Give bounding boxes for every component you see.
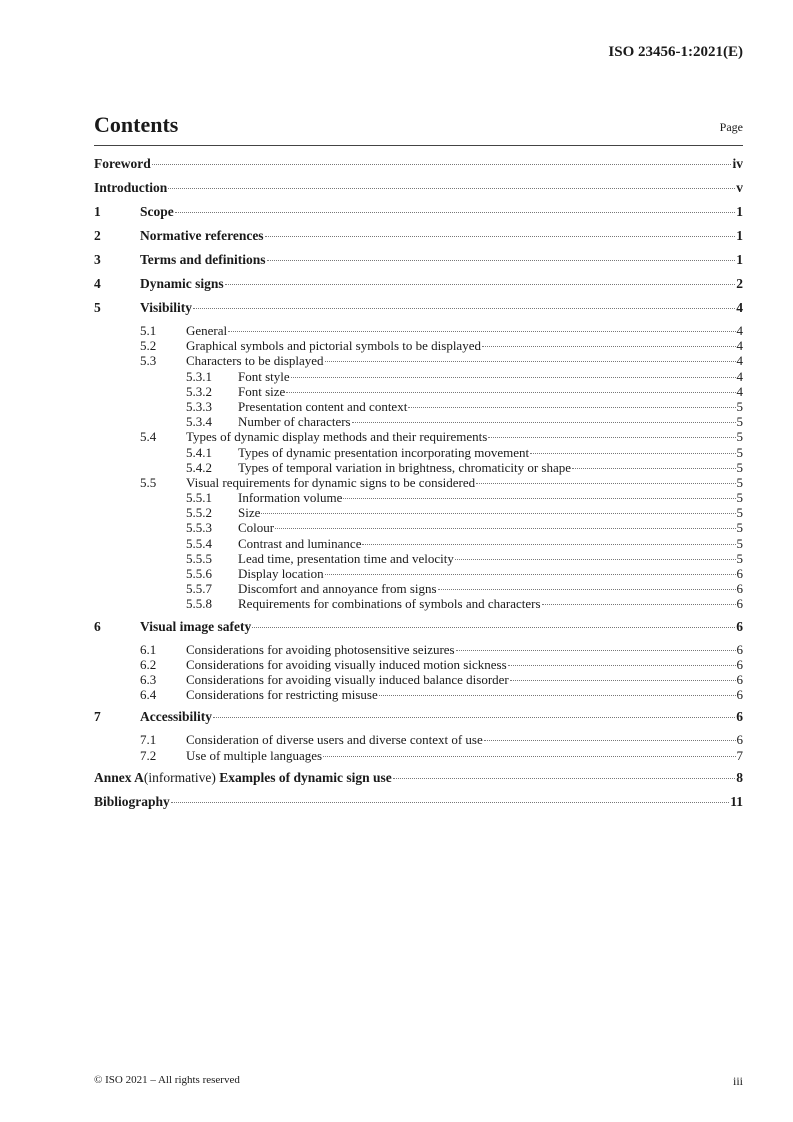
toc-entry-page: v bbox=[736, 180, 743, 195]
toc-entry[interactable] bbox=[94, 505, 743, 520]
copyright-footer: © ISO 2021 – All rights reserved bbox=[94, 1074, 240, 1086]
toc-entry-note: (informative) bbox=[143, 769, 216, 785]
toc-entry[interactable] bbox=[94, 203, 743, 227]
toc-entry[interactable] bbox=[94, 445, 743, 460]
toc-entry-title: Considerations for avoiding visually induced balance disorder bbox=[186, 671, 509, 687]
toc-entry-title: Font style bbox=[238, 368, 290, 384]
toc-entry-title: Information volume bbox=[238, 490, 343, 506]
toc-entry-title: Accessibility bbox=[140, 709, 212, 725]
toc-entry-number: 5.5.7 bbox=[186, 581, 212, 597]
toc-entry[interactable] bbox=[94, 414, 743, 429]
toc-entry-title: Considerations for avoiding photosensitive seizures bbox=[186, 641, 455, 657]
dot-leader bbox=[291, 377, 736, 378]
toc-entry-page: 6 bbox=[736, 709, 743, 725]
toc-entry[interactable] bbox=[94, 551, 743, 566]
toc-entry-page: 1 bbox=[736, 252, 743, 267]
dot-leader bbox=[510, 680, 736, 681]
toc-entry-title: Presentation content and context bbox=[238, 398, 408, 414]
toc-entry[interactable] bbox=[94, 338, 743, 353]
dot-leader bbox=[379, 695, 736, 696]
toc-entry[interactable] bbox=[94, 687, 743, 702]
toc-entry-page: 8 bbox=[736, 769, 743, 785]
toc-entry-number: 5.3.3 bbox=[186, 398, 212, 414]
toc-entry-page: 6 bbox=[736, 687, 743, 703]
page-column-label: Page bbox=[719, 120, 743, 134]
toc-entry-number: 5.3.4 bbox=[186, 414, 212, 430]
toc-entry-page: 11 bbox=[730, 793, 743, 809]
toc-entry-number: 5.4 bbox=[140, 429, 157, 445]
dot-leader bbox=[275, 528, 735, 529]
toc-entry-title: Introduction bbox=[94, 180, 168, 195]
toc-entry[interactable] bbox=[94, 642, 743, 657]
dot-leader bbox=[152, 164, 732, 165]
dot-leader bbox=[362, 544, 735, 545]
dot-leader bbox=[325, 361, 736, 362]
toc-entry[interactable] bbox=[94, 227, 743, 251]
toc-entry-number: 1 bbox=[94, 204, 101, 219]
dot-leader bbox=[408, 407, 735, 408]
toc-entry-page: 5 bbox=[736, 444, 743, 460]
toc-entry[interactable] bbox=[94, 384, 743, 399]
toc-entry[interactable] bbox=[94, 275, 743, 299]
toc-entry-title: Terms and definitions bbox=[140, 252, 266, 267]
dot-leader bbox=[572, 468, 735, 469]
toc-entry-title: Graphical symbols and pictorial symbols to be displayed bbox=[186, 338, 481, 354]
dot-leader bbox=[343, 498, 735, 499]
toc-entry-title: Discomfort and annoyance from signs bbox=[238, 581, 437, 597]
toc-entry-number: 7.2 bbox=[140, 747, 157, 763]
dot-leader bbox=[325, 574, 736, 575]
page-title: Contents bbox=[94, 112, 179, 137]
toc-entry-page: 5 bbox=[736, 535, 743, 551]
dot-leader bbox=[265, 236, 736, 237]
toc-entry[interactable] bbox=[94, 460, 743, 475]
toc-entry-number: 6.1 bbox=[140, 641, 157, 657]
toc-entry-page: 2 bbox=[736, 276, 743, 291]
dot-leader bbox=[228, 331, 735, 332]
dot-leader bbox=[323, 756, 735, 757]
toc-entry-title: Contrast and luminance bbox=[238, 535, 362, 551]
toc-entry-number: 3 bbox=[94, 252, 101, 267]
toc-entry[interactable] bbox=[94, 566, 743, 581]
toc-entry-title: General bbox=[186, 323, 228, 338]
toc-entry-page: 6 bbox=[736, 596, 743, 612]
toc-entry-number: 5.4.2 bbox=[186, 459, 212, 475]
toc-entry-page: 4 bbox=[736, 353, 743, 369]
toc-entry-title: Considerations for avoiding visually induced motion sickness bbox=[186, 656, 507, 672]
toc-entry-number: 5.5.2 bbox=[186, 505, 212, 521]
toc-entry-page: 5 bbox=[736, 490, 743, 506]
toc-entry-number: 5.5.8 bbox=[186, 596, 212, 612]
toc-entry-page: 6 bbox=[736, 618, 743, 634]
toc-entry-page: 4 bbox=[736, 383, 743, 399]
toc-entry[interactable] bbox=[94, 618, 743, 642]
dot-leader bbox=[476, 483, 735, 484]
dot-leader bbox=[252, 627, 735, 628]
dot-leader bbox=[438, 589, 736, 590]
toc-entry-number: 5.2 bbox=[140, 338, 157, 354]
toc-entry[interactable] bbox=[94, 520, 743, 535]
toc-entry-page: 5 bbox=[736, 429, 743, 445]
toc-entry-title: Types of dynamic display methods and their requirements bbox=[186, 429, 488, 445]
toc-entry-number: 6.2 bbox=[140, 656, 157, 672]
dot-leader bbox=[456, 650, 736, 651]
toc-entry-title: Number of characters bbox=[238, 414, 351, 430]
toc-entry-number: 5.5.6 bbox=[186, 566, 212, 581]
document-id: ISO 23456-1:2021(E) bbox=[608, 44, 743, 60]
dot-leader bbox=[530, 453, 735, 454]
toc-entry-title: Scope bbox=[140, 204, 174, 219]
toc-entry[interactable] bbox=[94, 596, 743, 611]
toc-entry-title: Colour bbox=[238, 520, 275, 536]
toc-entry-number: 5.3.2 bbox=[186, 383, 212, 399]
toc-entry[interactable] bbox=[94, 475, 743, 490]
toc-entry-page: 1 bbox=[736, 228, 743, 243]
dot-leader bbox=[171, 802, 729, 803]
toc-entry-title: Types of dynamic presentation incorporating movement bbox=[238, 444, 530, 460]
toc-entry[interactable] bbox=[94, 353, 743, 368]
toc-entry-page: 4 bbox=[736, 338, 743, 354]
toc-entry-page: 5 bbox=[736, 414, 743, 430]
toc-entry-number: 5.5.1 bbox=[186, 490, 212, 506]
toc-entry[interactable] bbox=[94, 581, 743, 596]
toc-entry-number: 5.4.1 bbox=[186, 444, 212, 460]
toc-entry-number: 4 bbox=[94, 276, 101, 291]
toc-entry-number: 6.3 bbox=[140, 671, 157, 687]
toc-entry-page: 4 bbox=[736, 300, 743, 315]
toc-entry-page: 7 bbox=[736, 747, 743, 763]
dot-leader bbox=[168, 188, 735, 189]
toc-entry[interactable] bbox=[94, 369, 743, 384]
dot-leader bbox=[393, 778, 735, 779]
dot-leader bbox=[213, 717, 735, 718]
dot-leader bbox=[261, 513, 735, 514]
toc-entry[interactable] bbox=[94, 769, 743, 793]
toc-entry[interactable] bbox=[94, 672, 743, 687]
toc-entry-number: 5.5 bbox=[140, 474, 157, 490]
dot-leader bbox=[193, 308, 735, 309]
toc-entry-number: 5.3.1 bbox=[186, 368, 212, 384]
toc-entry-page: 1 bbox=[736, 204, 743, 219]
toc-entry[interactable] bbox=[94, 732, 743, 747]
toc-entry-number: 2 bbox=[94, 228, 101, 243]
toc-entry-page: 5 bbox=[736, 398, 743, 414]
toc-entry[interactable] bbox=[94, 323, 743, 338]
toc-entry-number: 6 bbox=[94, 618, 101, 634]
toc-entry-title: Use of multiple languages bbox=[186, 747, 323, 763]
toc-entry-title: Lead time, presentation time and velocity bbox=[238, 550, 454, 566]
toc-entry-page: 4 bbox=[736, 323, 743, 338]
dot-leader bbox=[488, 437, 735, 438]
toc-entry-title: Consideration of diverse users and diverse context of use bbox=[186, 732, 483, 748]
toc-entry-page: 6 bbox=[736, 732, 743, 748]
toc-entry-number: 5.3 bbox=[140, 353, 157, 369]
dot-leader bbox=[542, 604, 736, 605]
toc-entry-title: Display location bbox=[238, 566, 324, 581]
dot-leader bbox=[484, 740, 736, 741]
toc-entry-page: 5 bbox=[736, 520, 743, 536]
toc-entry-page: iv bbox=[732, 156, 743, 171]
toc-entry-page: 6 bbox=[736, 641, 743, 657]
toc-entry-page: 6 bbox=[736, 581, 743, 597]
toc-entry[interactable] bbox=[94, 179, 743, 203]
toc-entry-page: 5 bbox=[736, 459, 743, 475]
toc-entry-title: Annex A bbox=[94, 769, 144, 785]
toc-entry[interactable] bbox=[94, 399, 743, 414]
toc-entry[interactable] bbox=[94, 793, 743, 817]
dot-leader bbox=[352, 422, 736, 423]
toc-entry-title: Requirements for combinations of symbols and characters bbox=[238, 596, 541, 612]
toc-entry-title: Dynamic signs bbox=[140, 276, 224, 291]
toc-entry-page: 6 bbox=[736, 671, 743, 687]
toc-entry[interactable] bbox=[94, 657, 743, 672]
toc-entry-title: Bibliography bbox=[94, 793, 170, 809]
divider bbox=[94, 145, 743, 146]
toc-entry[interactable] bbox=[94, 490, 743, 505]
toc-entry-title: Types of temporal variation in brightness, chromaticity or shape bbox=[238, 459, 572, 475]
dot-leader bbox=[267, 260, 736, 261]
dot-leader bbox=[455, 559, 736, 560]
toc-entry[interactable] bbox=[94, 708, 743, 732]
toc-entry-title-rest: Examples of dynamic sign use bbox=[219, 769, 392, 785]
toc-entry-number: 7 bbox=[94, 709, 101, 725]
toc-entry[interactable] bbox=[94, 748, 743, 763]
toc-entry[interactable] bbox=[94, 251, 743, 275]
toc-entry-title: Visual image safety bbox=[140, 618, 252, 634]
toc-entry-number: 5.5.3 bbox=[186, 520, 212, 536]
page-number: iii bbox=[732, 1074, 743, 1088]
toc-entry[interactable] bbox=[94, 536, 743, 551]
dot-leader bbox=[286, 392, 735, 393]
toc-entry-title: Characters to be displayed bbox=[186, 353, 324, 369]
toc-entry-number: 5 bbox=[94, 300, 101, 315]
toc-entry-title: Visibility bbox=[140, 300, 193, 315]
toc-entry-page: 6 bbox=[736, 566, 743, 581]
toc-entry-page: 5 bbox=[736, 474, 743, 490]
toc-entry-title: Considerations for restricting misuse bbox=[186, 687, 378, 703]
toc-entry-page: 4 bbox=[736, 368, 743, 384]
toc-entry[interactable] bbox=[94, 299, 743, 323]
toc-entry-page: 5 bbox=[736, 505, 743, 521]
toc-entry-title: Font size bbox=[238, 383, 286, 399]
dot-leader bbox=[508, 665, 736, 666]
toc-entry[interactable] bbox=[94, 155, 743, 179]
toc-entry[interactable] bbox=[94, 429, 743, 444]
toc-entry-title: Size bbox=[238, 505, 261, 521]
toc-entry-number: 5.5.4 bbox=[186, 535, 212, 551]
toc-entry-title: Visual requirements for dynamic signs to be considered bbox=[186, 474, 476, 490]
toc-entry-page: 6 bbox=[736, 656, 743, 672]
dot-leader bbox=[482, 346, 736, 347]
toc-entry-page: 5 bbox=[736, 550, 743, 566]
toc-entry-number: 6.4 bbox=[140, 687, 157, 703]
table-of-contents bbox=[94, 155, 743, 817]
toc-entry-title: Foreword bbox=[94, 156, 151, 171]
dot-leader bbox=[175, 212, 736, 213]
toc-entry-number: 5.5.5 bbox=[186, 550, 212, 566]
toc-entry-number: 5.1 bbox=[140, 323, 157, 338]
dot-leader bbox=[225, 284, 736, 285]
toc-entry-title: Normative references bbox=[140, 228, 264, 243]
toc-entry-number: 7.1 bbox=[140, 732, 157, 748]
